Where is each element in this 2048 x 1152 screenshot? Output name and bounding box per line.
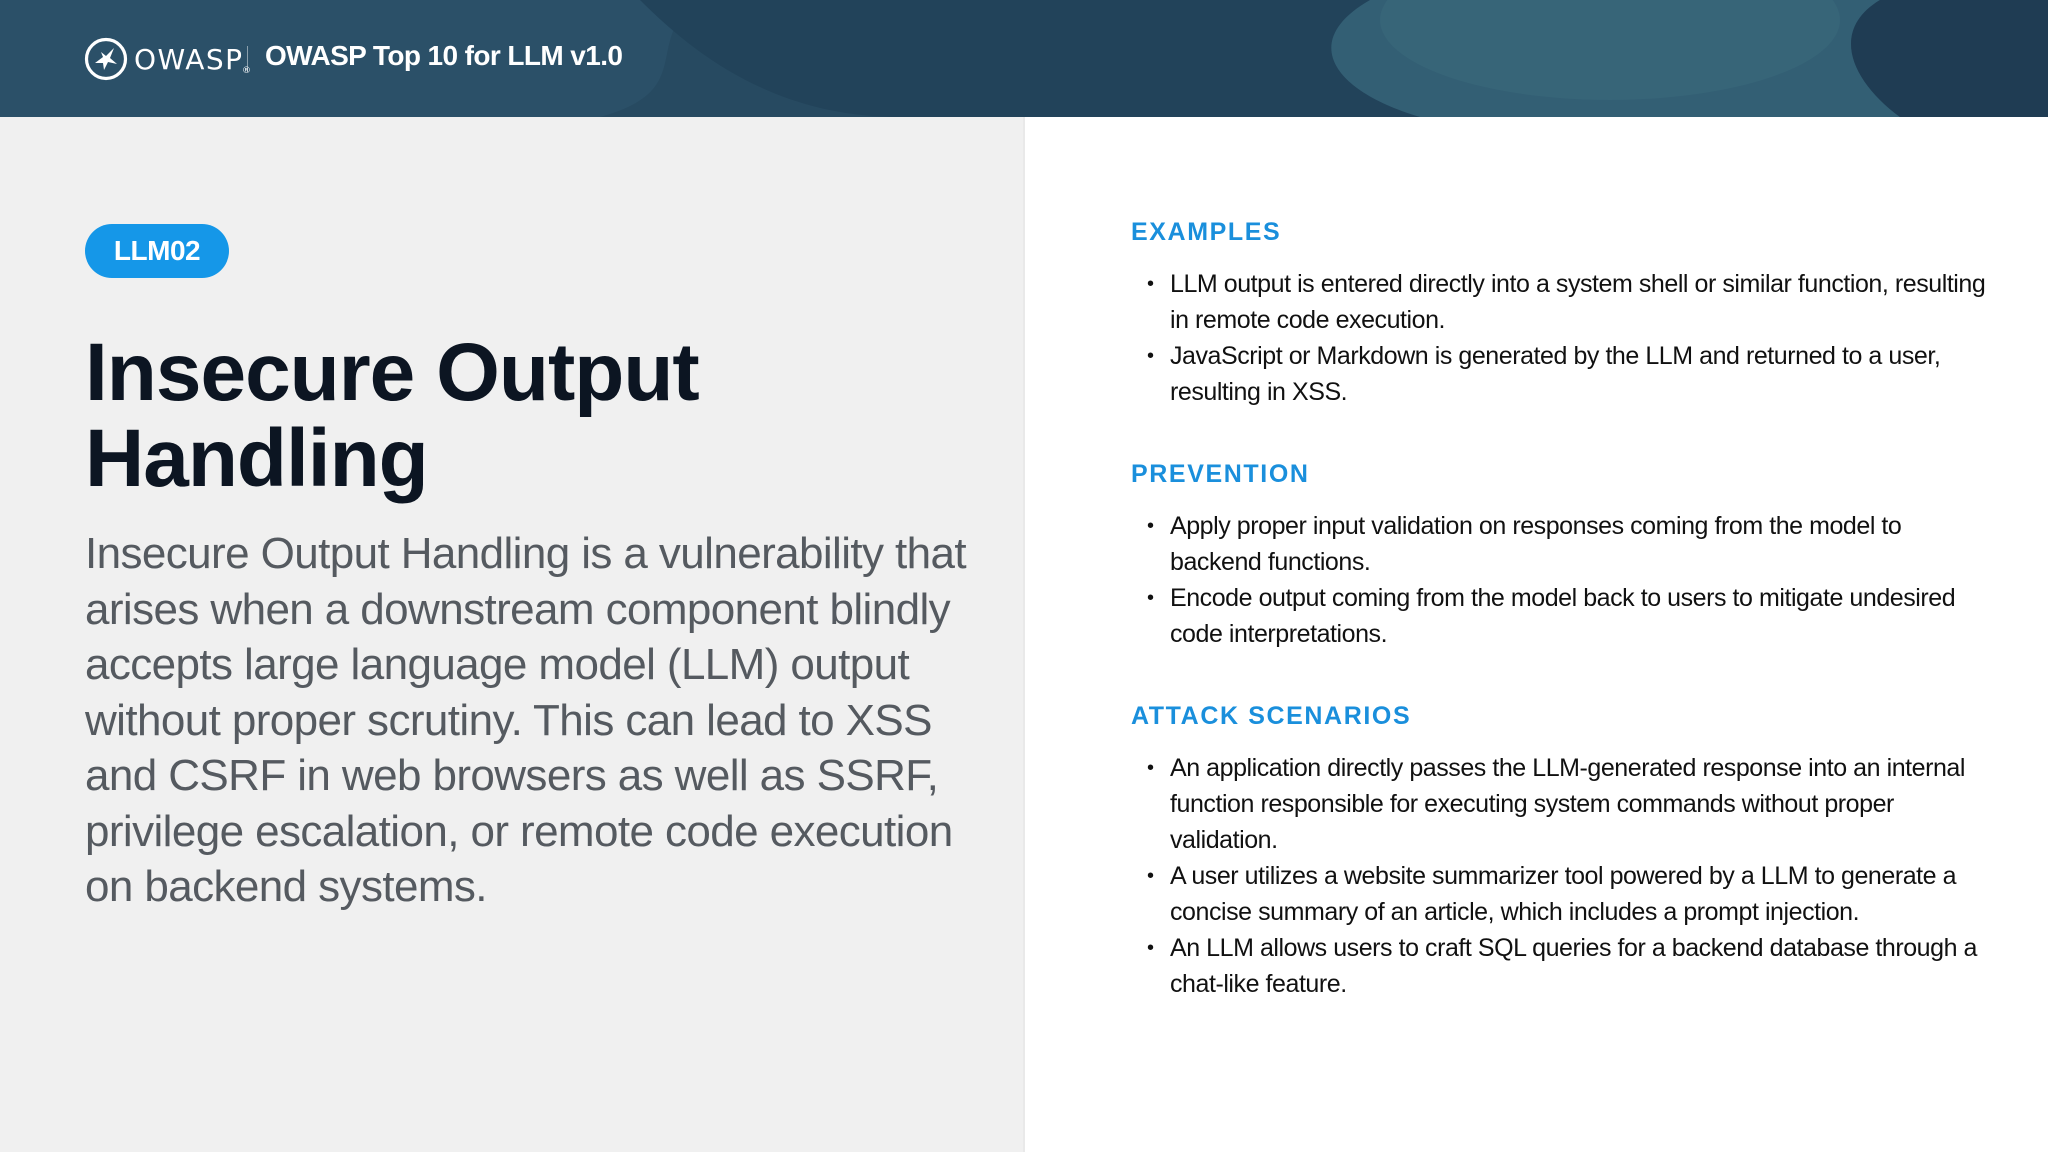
examples-list [1148, 266, 1988, 410]
header-divider [247, 46, 248, 72]
list-item: • Apply proper input validation on responses coming from the model to backend functions. [1148, 508, 1988, 580]
panel-divider [1023, 117, 1025, 1152]
list-item: • JavaScript or Markdown is generated by the LLM and returned to a user, resulting in XSS. [1148, 338, 1988, 410]
list-item: • A user utilizes a website summarizer tool powered by a LLM to generate a concise summary of an article, which includes a prompt injection. [1148, 858, 1988, 930]
risk-description: Insecure Output Handling is a vulnerability that arises when a downstream component blindly accepts large language model (LLM) output without proper scrutiny. This can lead to XSS and CSRF in web browsers as well as SSRF, privilege escalation, or remote code execution on backend systems. [85, 529, 967, 911]
attack-scenarios-heading: ATTACK SCENARIOS [1131, 702, 1412, 730]
header-bar [0, 0, 2048, 117]
header-title: OWASP Top 10 for LLM v1.0 [265, 40, 623, 71]
examples-heading: EXAMPLES [1131, 218, 1282, 246]
list-item: • An application directly passes the LLM-generated response into an internal function responsible for executing system commands without proper validation. [1148, 750, 1988, 858]
list-item: • An LLM allows users to craft SQL queries for a backend database through a chat-like feature. [1148, 930, 1988, 1002]
owasp-logo [84, 35, 253, 83]
prevention-heading: PREVENTION [1131, 460, 1310, 488]
page-title: Insecure Output Handling [85, 327, 699, 504]
owasp-wordmark: OWASP ® [134, 42, 253, 76]
list-item: • LLM output is entered directly into a system shell or similar function, resulting in remote code execution. [1148, 266, 1988, 338]
risk-id-badge: LLM02 [85, 224, 229, 278]
attack-scenarios-list [1148, 750, 1988, 1002]
prevention-list [1148, 508, 1988, 652]
list-item: • Encode output coming from the model back to users to mitigate undesired code interpretations. [1148, 580, 1988, 652]
owasp-wasp-icon [84, 37, 128, 81]
